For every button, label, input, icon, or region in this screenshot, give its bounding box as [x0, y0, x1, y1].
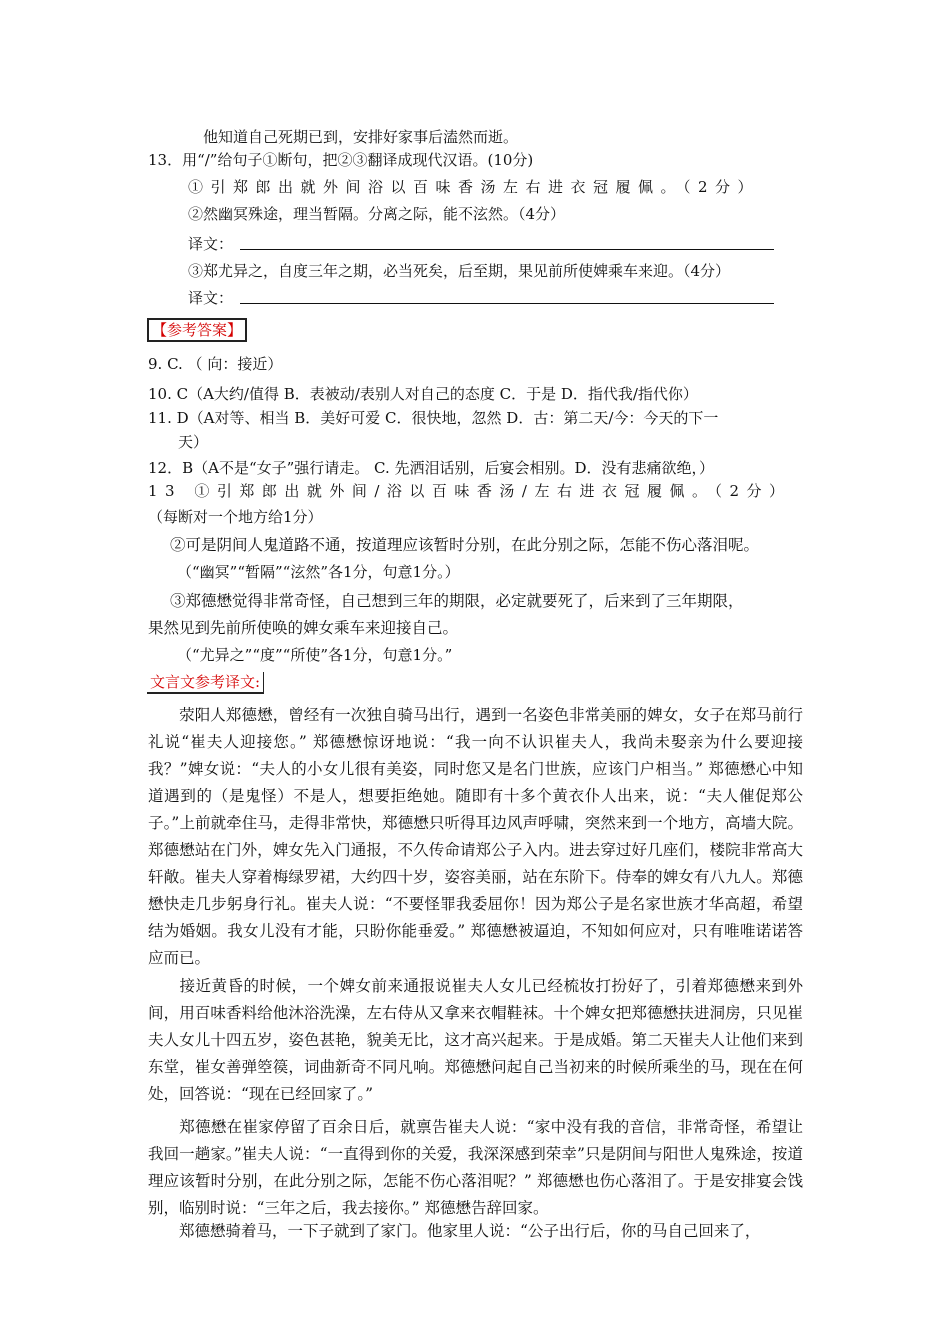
question-13-item-2: ②然幽冥殊途，理当暂隔。分离之际，能不泫然。（4分）: [188, 205, 566, 223]
answer-9: 9. C. （ 向：接近）: [148, 355, 283, 373]
answer-11-line-2: 天）: [178, 433, 209, 451]
question-13-title: 13．用“/”给句子①断句，把②③翻译成现代汉语。(10分): [148, 151, 534, 169]
translation-paragraph-1: 荥阳人郑德懋，曾经有一次独自骑马出行，遇到一名姿色非常美丽的婢女，女子在郑马前行礼说“崔夫人迎接您。” 郑德懋惊讶地说：“我一向不认识崔夫人，我尚未娶亲为什么要迎接我？”婢女说：“夫人的小女儿很有美姿，同时您又是名门世族，应该门户相当。” 郑德懋心中知道遇到的（是鬼怪）不是人，想要拒绝她。随即有十多个黄衣仆人出来，说：“夫人催促郑公子。”上前就牵住马，走得非常快，郑德懋只听得耳边风声呼啸，突然来到一个地方，高墙大院。郑德懋站在门外，婢女先入门通报，不久传命请郑公子入内。进去穿过好几座们，楼院非常高大轩敞。崔夫人穿着梅绿罗裙，大约四十岁，姿容美丽，站在东阶下。侍奉的婢女有八九人。郑德懋快走几步躬身行礼。崔夫人说：“不要怪罪我委屈你！因为郑公子是名家世族才华高超，希望结为婚姻。我女儿没有才能，只盼你能垂爱。” 郑德懋被逼迫，不知如何应对，只有唯唯诺诺答应而已。: [148, 706, 803, 967]
translation-label-2: 译文：: [188, 289, 234, 307]
translation-tag: 文言文参考译文:: [147, 672, 264, 694]
answer-13-part-2-scoring: （“幽冥”“暂隔”“泫然”各1分，句意1分。）: [177, 563, 460, 581]
question-13-item-3: ③郑尤异之，自度三年之期，必当死矣，后至期，果见前所使婢乘车来迎。（4分）: [188, 262, 731, 280]
translation-paragraph-4: 郑德懋骑着马，一下子就到了家门。他家里人说：“公子出行后，你的马自己回来了，: [179, 1222, 761, 1240]
reference-answer-tag: 【参考答案】: [147, 318, 247, 342]
answer-13-part-3-scoring: （“尤异之”“度”“所使”各1分，句意1分。”: [177, 646, 453, 664]
answer-11-line-1: 11. D（A对等、相当 B．美好可爱 C．很快地，忽然 D．古：第二天/今：今天的下一: [148, 409, 719, 427]
answer-13-part-1-scoring: （每断对一个地方给1分）: [148, 508, 323, 526]
answer-13-part-3-line-2: 果然见到先前所使唤的婢女乘车来迎接自己。: [148, 619, 459, 637]
translation-paragraph-2: 接近黄昏的时候，一个婢女前来通报说崔夫人女儿已经梳妆打扮好了，引着郑德懋来到外间，用百味香料给他沐浴洗澡，左右侍从又拿来衣帽鞋袜。十个婢女把郑德懋扶进洞房，只见崔夫人女儿十四五岁，姿色甚艳，貌美无比，这才高兴起来。于是成婚。第二天崔夫人让他们来到东堂，崔女善弹箜篌，词曲新奇不同凡响。郑德懋问起自己当初来的时候所乘坐的马，现在在何处，回答说：“现在已经回家了。”: [148, 977, 803, 1103]
question-13-item-1: ①引郑郎出就外间浴以百味香汤左右进衣冠履佩。（2分）: [188, 178, 761, 196]
translation-paragraph-3: 郑德懋在崔家停留了百余日后，就禀告崔夫人说：“家中没有我的音信，非常奇怪，希望让我回一趟家。”崔夫人说：“一直得到你的关爱，我深深感到荣幸”只是阴间与阳世人鬼殊途，按道理应该暂时分别，在此分别之际，怎能不伤心落泪呢？” 郑德懋也伤心落泪了。于是安排宴会饯别，临别时说：“三年之后，我去接你。” 郑德懋告辞回家。: [148, 1118, 803, 1217]
answer-13-part-2: ②可是阴间人鬼道路不通，按道理应该暂时分别，在此分别之际，怎能不伤心落泪呢。: [170, 536, 760, 554]
answer-13-part-3-line-1: ③郑德懋觉得非常奇怪，自己想到三年的期限，必定就要死了，后来到了三年期限，: [170, 592, 744, 610]
answer-blank-line-2: [240, 303, 774, 304]
answer-12: 12．B（A不是“女子”强行请走。 C. 先洒泪话别，后宴会相别。D．没有悲痛欲绝，）: [148, 459, 715, 477]
answer-blank-line-1: [240, 249, 774, 250]
answer-10: 10. C（A大约/值得 B．表被动/表别人对自己的态度 C．于是 D．指代我/指代你）: [148, 385, 698, 403]
carry-over-line: 他知道自己死期已到，安排好家事后溘然而逝。: [203, 128, 519, 146]
answer-13-part-1: 13 ①引郑郎出就外间/浴以百味香汤/左右进衣冠履佩。（2分）: [148, 482, 792, 500]
translation-label-1: 译文：: [188, 235, 234, 253]
